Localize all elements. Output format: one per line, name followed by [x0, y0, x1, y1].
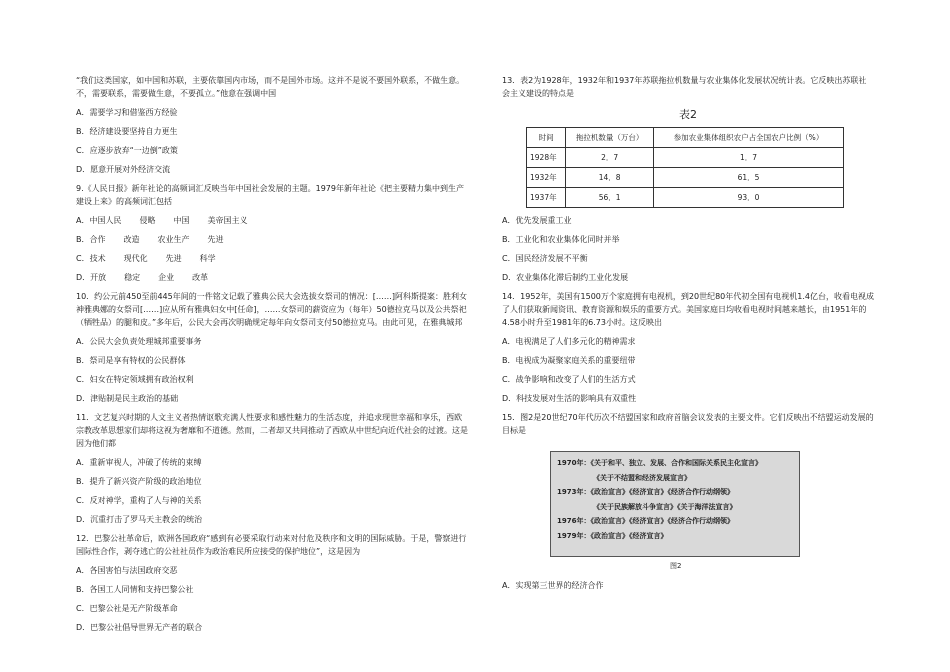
q8-option-c: C．应逐步放弃“一边倒”政策 — [76, 146, 178, 155]
table-cell: 1928年 — [527, 148, 566, 168]
table-header-row — [527, 128, 844, 148]
q10-stem: 10．约公元前450至前445年间的一件铭文记载了雅典公民大会选拔女祭司的情况：[……]阿科斯提案：胜利女神雅典娜的女祭司[……]应从所有雅典妇女中[任命]，……女祭司的薪资应为（每年）50德拉克马以及公共祭祀（牺牲品）的腿和皮。”多年后，公民大会再次明确规定每年向女祭司支付50德拉克马。由此可见，在雅典城邦 — [76, 292, 467, 327]
q12-option-c: C．巴黎公社是无产阶级革命 — [76, 604, 178, 613]
q13-stem: 13．表2为1928年，1932年和1937年苏联拖拉机数量与农业集体化发展状况统计表。它反映出苏联社会主义建设的特点是 — [502, 76, 867, 98]
q11-stem: 11．文艺复兴时期的人文主义者热情讴歌充满人性要求和感性魅力的生活态度，并追求现世幸福和享乐，西欧宗教改革思想家们却将这视为奢靡和不道德。然而，二者却又共同推动了西欧从中世纪向近代社会的过渡。这是因为他们都 — [76, 413, 468, 448]
q10-option-a: A．公民大会负责处理城邦重要事务 — [76, 337, 202, 346]
q8-stem: “我们这类国家，如中国和苏联，主要依靠国内市场，而不是国外市场。这并不是说不要国外联系，不做生意。不，需要联系，需要做生意，不要孤立。”他意在强调中国 — [76, 76, 465, 98]
q12-option-a: A．各国害怕与法国政府交恶 — [76, 566, 178, 575]
q12-option-d: D．巴黎公社倡导世界无产者的联合 — [76, 623, 203, 632]
figure-line: 《关于民族解放斗争宣言》《关于海洋法宣言》 — [593, 502, 737, 511]
q11-option-a: A．重新审视人，冲破了传统的束缚 — [76, 458, 202, 467]
figure-line: 1973年：《政治宣言》《经济宣言》《经济合作行动纲领》 — [557, 488, 734, 496]
q10-option-b: B．祭司是享有特权的公民群体 — [76, 356, 186, 365]
q14-option-a: A．电视满足了人们多元化的精神需求 — [502, 337, 636, 346]
figure-caption: 图2 — [670, 562, 682, 570]
table-header-cell: 参加农业集体组织农户占全国农户比例（%） — [654, 128, 844, 148]
figure-2-box — [550, 451, 800, 557]
q10-option-d: D．津贴制是民主政治的基础 — [76, 394, 179, 403]
figure-line: 1979年：《政治宣言》《经济宣言》 — [557, 531, 668, 540]
table-row — [527, 148, 844, 168]
q12-option-b: B．各国工人同情和支持巴黎公社 — [76, 585, 194, 594]
q14-option-c: C．战争影响和改变了人们的生活方式 — [502, 375, 636, 384]
figure-line: 1970年：《关于和平、独立、发展、合作和国际关系民主化宣言》 — [557, 459, 762, 467]
table-cell: 61．5 — [654, 168, 844, 188]
q13-option-d: D．农业集体化滞后制约工业化发展 — [502, 273, 629, 282]
table-header-cell: 时间 — [527, 128, 566, 148]
q8-option-d: D．愿意开展对外经济交流 — [76, 165, 171, 174]
table-cell: 2．7 — [566, 148, 654, 168]
table-row — [527, 188, 844, 208]
q8-option-a: A．需要学习和借鉴西方经验 — [76, 108, 178, 117]
table-title: 表2 — [679, 108, 697, 121]
data-table — [526, 127, 844, 208]
left-column — [76, 72, 468, 634]
table-cell: 56．1 — [566, 188, 654, 208]
q13-option-b: B．工业化和农业集体化同时并举 — [502, 235, 620, 244]
table-cell: 93．0 — [654, 188, 844, 208]
q9-stem: 9.《人民日报》新年社论的高频词汇反映当年中国社会发展的主题。1979年新年社论《把主要精力集中到生产建设上来》的高频词汇包括 — [76, 184, 464, 206]
q13-option-c: C．国民经济发展不平衡 — [502, 254, 588, 263]
q9-option-c: C．技术 现代化 先进 科学 — [76, 254, 216, 263]
q15-option-a: A．实现第三世界的经济合作 — [502, 581, 604, 590]
q11-option-c: C．反对神学，重构了人与神的关系 — [76, 496, 202, 505]
q13-option-a: A．优先发展重工业 — [502, 216, 572, 225]
table-cell: 14．8 — [566, 168, 654, 188]
q14-option-b: B．电视成为凝聚家庭关系的重要纽带 — [502, 356, 636, 365]
right-column — [502, 72, 874, 592]
q8-option-b: B．经济建设要坚持自力更生 — [76, 127, 178, 136]
table-cell: 1．7 — [654, 148, 844, 168]
q9-option-d: D．开放 稳定 企业 改革 — [76, 273, 209, 282]
q15-stem: 15．图2是20世纪70年代历次不结盟国家和政府首脑会议发表的主要文件。它们反映出不结盟运动发展的目标是 — [502, 413, 874, 435]
q11-option-b: B．提升了新兴资产阶级的政治地位 — [76, 477, 202, 486]
q14-stem: 14．1952年，美国有1500万个家庭拥有电视机，到20世纪80年代初全国有电视机1.4亿台，收看电视成了人们获取新闻资讯、教育资源和娱乐的重要方式。美国家庭日均收看电视时间越来越长，由1951年的4.58小时升至1981年的6.73小时。这反映出 — [502, 292, 874, 327]
table-row — [527, 168, 844, 188]
table-cell: 1932年 — [527, 168, 566, 188]
q11-option-d: D．沉重打击了罗马天主教会的统治 — [76, 515, 203, 524]
table-cell: 1937年 — [527, 188, 566, 208]
q9-option-b: B．合作 改造 农业生产 先进 — [76, 235, 224, 244]
figure-line: 《关于不结盟和经济发展宣言》 — [593, 473, 691, 482]
figure-line: 1976年：《政治宣言》《经济宣言》《经济合作行动纲领》 — [557, 517, 734, 525]
q10-option-c: C．妇女在特定领域拥有政治权利 — [76, 375, 194, 384]
q14-option-d: D．科技发展对生活的影响具有双重性 — [502, 394, 637, 403]
q9-option-a: A．中国人民 侵略 中国 美帝国主义 — [76, 216, 248, 225]
q12-stem: 12．巴黎公社革命后，欧洲各国政府“感到有必要采取行动来对付危及秩序和文明的国际威胁。于是，警察进行国际性合作，剥夺逃亡的公社社员作为政治难民所应接受的保护地位”，这是因为 — [76, 534, 467, 556]
table-header-cell: 拖拉机数量（万台） — [566, 128, 654, 148]
